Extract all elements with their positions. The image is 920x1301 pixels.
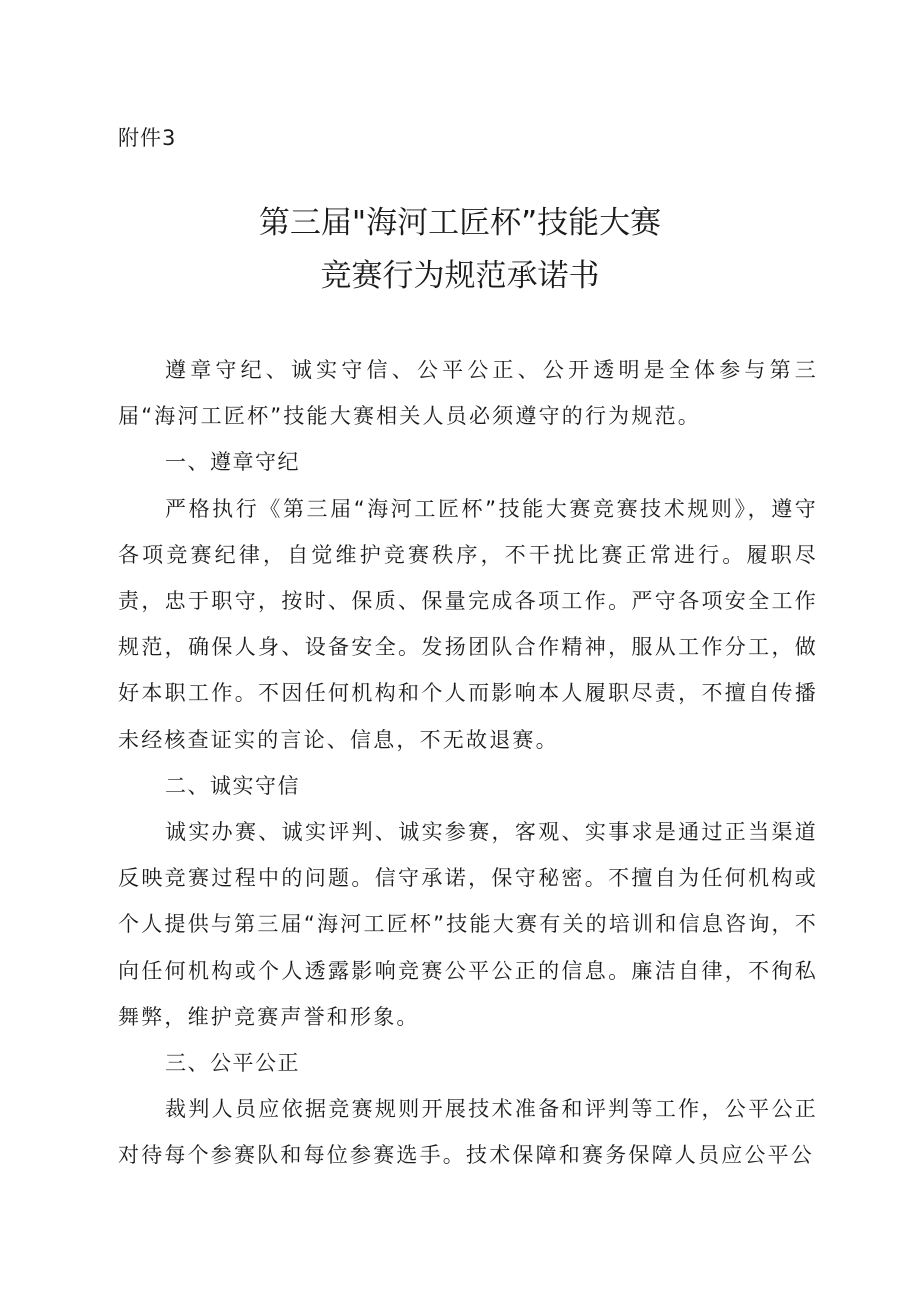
section-heading-honesty: 二、诚实守信 (165, 773, 300, 798)
section-heading-fairness: 三、公平公正 (165, 1051, 300, 1076)
document-title-line2: 竞赛行为规范承诺书 (320, 258, 600, 294)
section-text-fairness: 裁判人员应依据竞赛规则开展技术准备和评判等工作，公平公正对待每个参赛队和每位参赛选手。技术保障和赛务保障人员应公平公 (118, 1097, 818, 1168)
document-body (118, 347, 818, 1179)
document-title-line1: 第三届"海河工匠杯”技能大赛 (258, 205, 662, 241)
intro-paragraph: 遵章守纪、诚实守信、公平公正、公开透明是全体参与第三届“海河工匠杯”技能大赛相关人员必须遵守的行为规范。 (118, 358, 818, 429)
attachment-label: 附件3 (118, 126, 177, 150)
section-heading-discipline: 一、遵章守纪 (165, 450, 300, 475)
section-text-honesty: 诚实办赛、诚实评判、诚实参赛，客观、实事求是通过正当渠道反映竞赛过程中的问题。信守承诺，保守秘密。不擅自为任何机构或个人提供与第三届“海河工匠杯”技能大赛有关的培训和信息咨询，不向任何机构或个人透露影响竞赛公平公正的信息。廉洁自律，不徇私舞弊，维护竞赛声誉和形象。 (118, 820, 818, 1029)
section-text-discipline: 严格执行《第三届“海河工匠杯”技能大赛竞赛技术规则》，遵守各项竞赛纪律，自觉维护竞赛秩序，不干扰比赛正常进行。履职尽责，忠于职守，按时、保质、保量完成各项工作。严守各项安全工作规范，确保人身、设备安全。发扬团队合作精神，服从工作分工，做好本职工作。不因任何机构和个人而影响本人履职尽责，不擅自传播未经核查证实的言论、信息，不无故退赛。 (118, 496, 818, 752)
